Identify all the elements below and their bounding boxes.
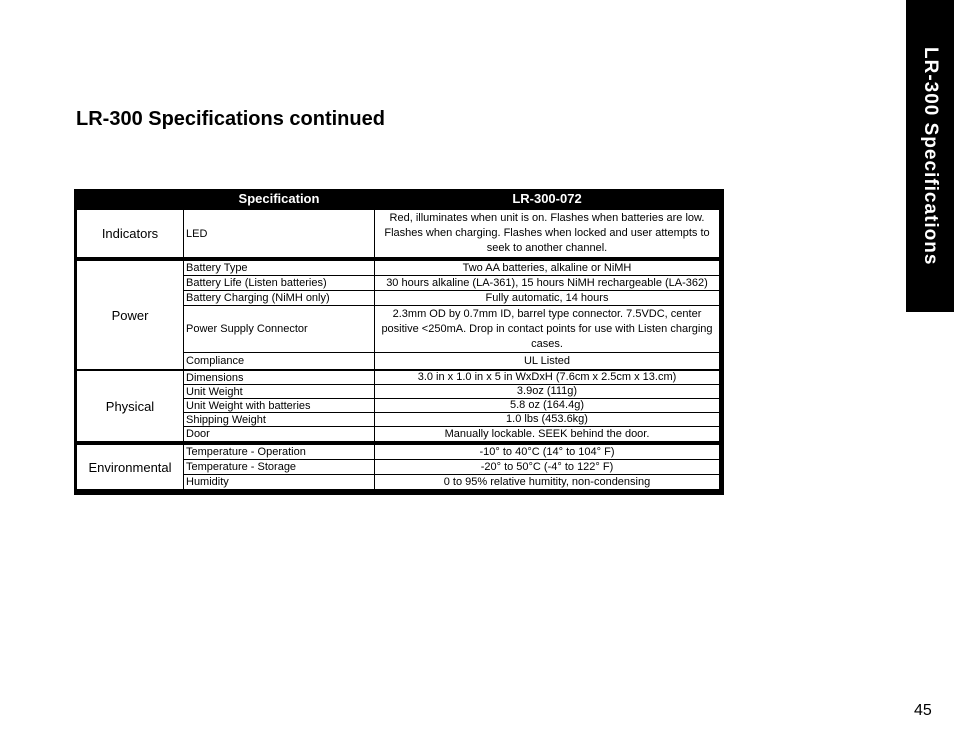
value-door: Manually lockable. SEEK behind the door.: [375, 427, 719, 441]
specifications-table: [74, 189, 724, 495]
feature-led: LED: [184, 210, 374, 257]
value-compliance: UL Listed: [375, 353, 719, 369]
value-dimensions: 3.0 in x 1.0 in x 5 in WxDxH (7.6cm x 2.5cm x 13.cm): [375, 371, 719, 384]
feature-dimensions: Dimensions: [184, 371, 374, 384]
feature-unit-weight: Unit Weight: [184, 385, 374, 398]
category-power: Power: [77, 261, 183, 369]
value-battery-life: 30 hours alkaline (LA-361), 15 hours NiMH rechargeable (LA-362): [375, 276, 719, 290]
value-shipping-weight: 1.0 lbs (453.6kg): [375, 413, 719, 426]
feature-compliance: Compliance: [184, 353, 374, 369]
category-physical: Physical: [77, 371, 183, 441]
value-humidity: 0 to 95% relative humitity, non-condensing: [375, 475, 719, 489]
feature-door: Door: [184, 427, 374, 441]
feature-battery-charging: Battery Charging (NiMH only): [184, 291, 374, 305]
section-side-tab: [906, 0, 954, 312]
value-temperature-operation: -10° to 40°C (14° to 104° F): [375, 445, 719, 459]
page-number: 45: [914, 702, 932, 719]
value-unit-weight: 3.9oz (111g): [375, 385, 719, 398]
value-battery-type: Two AA batteries, alkaline or NiMH: [375, 261, 719, 275]
feature-temperature-storage: Temperature - Storage: [184, 460, 374, 474]
feature-battery-life: Battery Life (Listen batteries): [184, 276, 374, 290]
feature-temperature-operation: Temperature - Operation: [184, 445, 374, 459]
feature-humidity: Humidity: [184, 475, 374, 489]
feature-battery-type: Battery Type: [184, 261, 374, 275]
feature-power-supply-connector: Power Supply Connector: [184, 306, 374, 352]
value-battery-charging: Fully automatic, 14 hours: [375, 291, 719, 305]
page-title: LR-300 Specifications continued: [76, 108, 385, 130]
category-indicators: Indicators: [77, 210, 183, 257]
value-temperature-storage: -20° to 50°C (-4° to 122° F): [375, 460, 719, 474]
value-led: Red, illuminates when unit is on. Flashes when batteries are low. Flashes when charging. Flashes when locked and user attempts to seek to another channel.: [375, 210, 719, 257]
value-power-supply-connector: 2.3mm OD by 0.7mm ID, barrel type connector. 7.5VDC, center positive <250mA. Drop in contact points for use with Listen charging cases.: [375, 306, 719, 352]
category-environmental: Environmental: [77, 445, 183, 489]
feature-shipping-weight: Shipping Weight: [184, 413, 374, 426]
value-unit-weight-with-batteries: 5.8 oz (164.4g): [375, 399, 719, 412]
header-specification: Specification: [238, 191, 320, 206]
header-model: LR-300-072: [512, 191, 582, 206]
feature-unit-weight-with-batteries: Unit Weight with batteries: [184, 399, 374, 412]
side-tab-label: LR-300 Specifications: [920, 46, 941, 266]
